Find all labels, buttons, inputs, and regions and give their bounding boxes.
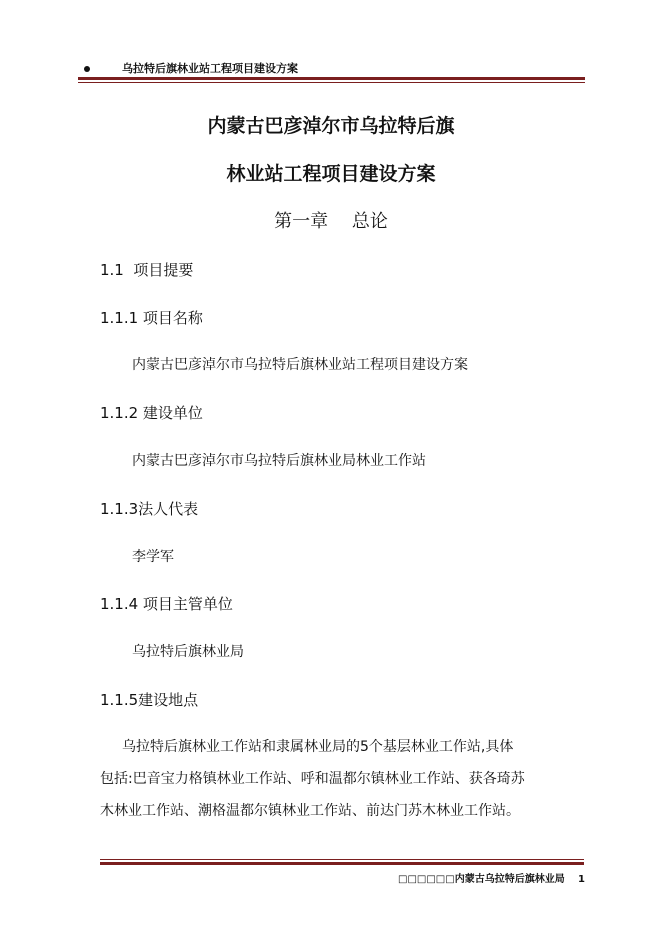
construction-site-paragraph — [100, 731, 578, 827]
paragraph-line: 木林业工作站、潮格温都尔镇林业工作站、前达门苏木林业工作站。 — [100, 803, 520, 819]
footer-rule-thin — [100, 859, 584, 860]
chapter-heading: 第一章 总论 — [274, 211, 388, 232]
document-title-line2: 林业站工程项目建设方案 — [226, 163, 436, 185]
section-heading-1-1: 1.1 项目提要 — [100, 261, 194, 279]
section-heading-1-1-5: 1.1.5建设地点 — [100, 691, 199, 709]
section-heading-1-1-4: 1.1.4 项目主管单位 — [100, 595, 233, 613]
header-rule-thin — [78, 82, 585, 83]
page-number: 1 — [578, 874, 585, 885]
document-title-line1: 内蒙古巴彦淖尔市乌拉特后旗 — [207, 115, 455, 137]
section-heading-1-1-1: 1.1.1 项目名称 — [100, 309, 203, 327]
footer-rule — [100, 862, 584, 865]
paragraph-line: 包括:巴音宝力格镇林业工作站、呼和温都尔镇林业工作站、获各琦苏 — [100, 771, 525, 787]
paragraph-line: 乌拉特后旗林业工作站和隶属林业局的5个基层林业工作站,具体 — [122, 739, 514, 755]
header-rule — [78, 77, 585, 80]
project-name-text: 内蒙古巴彦淖尔市乌拉特后旗林业站工程项目建设方案 — [132, 357, 468, 373]
construction-unit-text: 内蒙古巴彦淖尔市乌拉特后旗林业局林业工作站 — [132, 453, 426, 469]
running-header: 乌拉特后旗林业站工程项目建设方案 — [122, 62, 298, 75]
supervising-unit-text: 乌拉特后旗林业局 — [132, 644, 244, 660]
legal-representative-text: 李学军 — [132, 549, 174, 565]
header-bullet-icon — [84, 66, 90, 72]
section-heading-1-1-3: 1.1.3法人代表 — [100, 500, 199, 518]
section-heading-1-1-2: 1.1.2 建设单位 — [100, 404, 203, 422]
running-footer: □□□□□□内蒙古乌拉特后旗林业局 — [398, 874, 565, 885]
